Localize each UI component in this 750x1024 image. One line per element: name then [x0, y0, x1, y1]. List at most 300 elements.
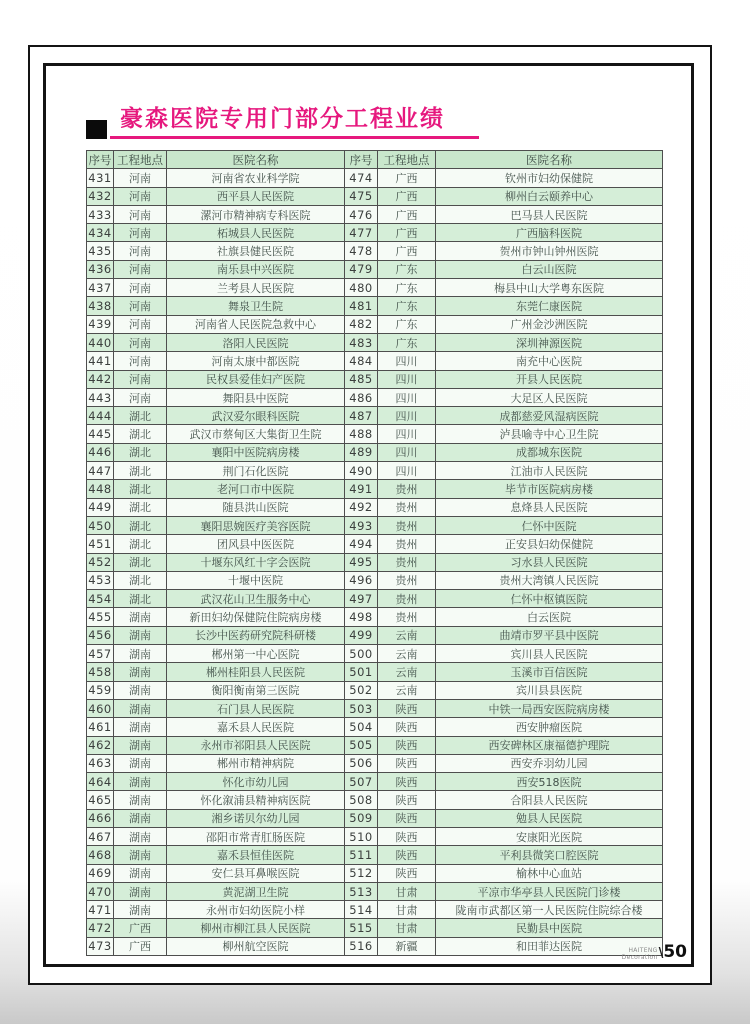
table-row [87, 590, 663, 608]
location-cell: 云南 [378, 626, 436, 644]
location-cell: 贵州 [378, 480, 436, 498]
seq-cell: 466 [87, 809, 114, 827]
table-row [87, 827, 663, 845]
hospital-cell: 贺州市钟山钟州医院 [436, 242, 663, 260]
location-cell: 陕西 [378, 864, 436, 882]
hospital-cell: 广州金沙洲医院 [436, 315, 663, 333]
hospital-cell: 安康阳光医院 [436, 827, 663, 845]
location-cell: 河南 [114, 315, 167, 333]
seq-cell: 474 [345, 169, 378, 187]
table-row [87, 718, 663, 736]
seq-cell: 436 [87, 260, 114, 278]
seq-cell: 434 [87, 224, 114, 242]
footer-slash: \ [658, 946, 664, 961]
location-cell: 广西 [378, 169, 436, 187]
seq-cell: 504 [345, 718, 378, 736]
brand-line2: Decoration [621, 953, 658, 961]
location-cell: 四川 [378, 388, 436, 406]
seq-cell: 462 [87, 736, 114, 754]
table-row [87, 242, 663, 260]
location-cell: 甘肃 [378, 901, 436, 919]
table-row [87, 352, 663, 370]
location-cell: 湖南 [114, 626, 167, 644]
location-cell: 云南 [378, 681, 436, 699]
location-cell: 湖南 [114, 645, 167, 663]
location-cell: 陕西 [378, 846, 436, 864]
hospital-cell: 郴州第一中心医院 [167, 645, 345, 663]
hospital-cell: 长沙中医药研究院科研楼 [167, 626, 345, 644]
seq-cell: 486 [345, 388, 378, 406]
location-cell: 湖南 [114, 809, 167, 827]
location-cell: 陕西 [378, 718, 436, 736]
seq-cell: 461 [87, 718, 114, 736]
table-row [87, 462, 663, 480]
location-cell: 河南 [114, 297, 167, 315]
hospital-cell: 邵阳市常青肛肠医院 [167, 827, 345, 845]
seq-cell: 443 [87, 388, 114, 406]
location-cell: 四川 [378, 352, 436, 370]
hospital-cell: 衡阳衡南第三医院 [167, 681, 345, 699]
location-cell: 湖北 [114, 498, 167, 516]
hospital-cell: 河南省人民医院急救中心 [167, 315, 345, 333]
table-row [87, 901, 663, 919]
location-cell: 甘肃 [378, 919, 436, 937]
seq-cell: 489 [345, 443, 378, 461]
table-row [87, 224, 663, 242]
hospital-cell: 钦州市妇幼保健院 [436, 169, 663, 187]
location-cell: 广东 [378, 297, 436, 315]
seq-cell: 513 [345, 882, 378, 900]
table-row [87, 571, 663, 589]
hospital-cell: 嘉禾县恒佳医院 [167, 846, 345, 864]
seq-cell: 455 [87, 608, 114, 626]
table-row [87, 937, 663, 955]
location-cell: 贵州 [378, 590, 436, 608]
hospital-cell: 息烽县人民医院 [436, 498, 663, 516]
hospital-cell: 玉溪市百信医院 [436, 663, 663, 681]
hospital-cell: 合阳县人民医院 [436, 791, 663, 809]
location-cell: 陕西 [378, 754, 436, 772]
hospital-cell: 团风县中医医院 [167, 535, 345, 553]
table-row [87, 699, 663, 717]
title-block [86, 100, 479, 139]
hospital-cell: 成都慈爱风湿病医院 [436, 407, 663, 425]
seq-cell: 490 [345, 462, 378, 480]
seq-cell: 488 [345, 425, 378, 443]
seq-cell: 456 [87, 626, 114, 644]
seq-cell: 472 [87, 919, 114, 937]
hospital-cell: 武汉市蔡甸区大集街卫生院 [167, 425, 345, 443]
table-row [87, 882, 663, 900]
table-row [87, 919, 663, 937]
location-cell: 河南 [114, 224, 167, 242]
table-row [87, 681, 663, 699]
hospital-cell: 柘城县人民医院 [167, 224, 345, 242]
location-cell: 贵州 [378, 516, 436, 534]
location-cell: 河南 [114, 333, 167, 351]
location-cell: 四川 [378, 462, 436, 480]
hospital-cell: 梅县中山大学粤东医院 [436, 279, 663, 297]
location-cell: 广东 [378, 279, 436, 297]
hospital-cell: 黄泥湖卫生院 [167, 882, 345, 900]
seq-cell: 492 [345, 498, 378, 516]
location-cell: 湖南 [114, 699, 167, 717]
brand-line1: HAITENG [628, 946, 658, 954]
table-header-row [87, 151, 663, 169]
hospital-cell: 河南省农业科学院 [167, 169, 345, 187]
seq-cell: 449 [87, 498, 114, 516]
location-cell: 湖北 [114, 443, 167, 461]
seq-cell: 447 [87, 462, 114, 480]
location-cell: 广西 [378, 187, 436, 205]
location-cell: 湖北 [114, 425, 167, 443]
seq-cell: 508 [345, 791, 378, 809]
table-row [87, 297, 663, 315]
hospital-cell: 南充中心医院 [436, 352, 663, 370]
hospital-cell: 郴州桂阳县人民医院 [167, 663, 345, 681]
location-cell: 湖南 [114, 901, 167, 919]
location-cell: 湖南 [114, 773, 167, 791]
location-cell: 湖北 [114, 590, 167, 608]
location-cell: 新疆 [378, 937, 436, 955]
location-cell: 湖北 [114, 553, 167, 571]
table-row [87, 754, 663, 772]
table-row [87, 663, 663, 681]
table-row [87, 809, 663, 827]
seq-cell: 477 [345, 224, 378, 242]
seq-cell: 450 [87, 516, 114, 534]
location-cell: 湖北 [114, 571, 167, 589]
location-cell: 贵州 [378, 571, 436, 589]
hospital-cell: 西安乔羽幼儿园 [436, 754, 663, 772]
location-cell: 四川 [378, 370, 436, 388]
hospital-cell: 十堰东风红十字会医院 [167, 553, 345, 571]
location-cell: 湖南 [114, 846, 167, 864]
hospital-cell: 陇南市武都区第一人民医院住院综合楼 [436, 901, 663, 919]
location-cell: 湖南 [114, 827, 167, 845]
hospital-cell: 平凉市华亭县人民医院门诊楼 [436, 882, 663, 900]
seq-cell: 479 [345, 260, 378, 278]
seq-cell: 494 [345, 535, 378, 553]
seq-cell: 516 [345, 937, 378, 955]
seq-cell: 467 [87, 827, 114, 845]
hospital-cell: 江油市人民医院 [436, 462, 663, 480]
location-cell: 广东 [378, 260, 436, 278]
table-row [87, 205, 663, 223]
seq-cell: 480 [345, 279, 378, 297]
hospital-cell: 社旗县健民医院 [167, 242, 345, 260]
location-cell: 湖北 [114, 480, 167, 498]
table-row [87, 736, 663, 754]
seq-cell: 496 [345, 571, 378, 589]
hospital-cell: 嘉禾县人民医院 [167, 718, 345, 736]
hospital-cell: 南乐县中兴医院 [167, 260, 345, 278]
hospital-cell: 怀化溆浦县精神病医院 [167, 791, 345, 809]
hospital-cell: 河南太康中都医院 [167, 352, 345, 370]
location-cell: 贵州 [378, 553, 436, 571]
hospital-cell: 柳州市柳江县人民医院 [167, 919, 345, 937]
seq-cell: 432 [87, 187, 114, 205]
hospital-cell: 洛阳人民医院 [167, 333, 345, 351]
location-cell: 广西 [378, 242, 436, 260]
table-row [87, 260, 663, 278]
location-cell: 云南 [378, 645, 436, 663]
seq-cell: 464 [87, 773, 114, 791]
seq-cell: 457 [87, 645, 114, 663]
table-row [87, 773, 663, 791]
location-cell: 四川 [378, 407, 436, 425]
seq-cell: 440 [87, 333, 114, 351]
seq-cell: 498 [345, 608, 378, 626]
location-cell: 广东 [378, 315, 436, 333]
hospital-cell: 宾川县县医院 [436, 681, 663, 699]
hospital-cell: 老河口市中医院 [167, 480, 345, 498]
hospital-cell: 西安碑林区康福德护理院 [436, 736, 663, 754]
hospital-cell: 西安518医院 [436, 773, 663, 791]
hospital-cell: 襄阳中医院病房楼 [167, 443, 345, 461]
hospital-cell: 武汉花山卫生服务中心 [167, 590, 345, 608]
seq-cell: 446 [87, 443, 114, 461]
table-row [87, 846, 663, 864]
location-cell: 湖南 [114, 736, 167, 754]
hospital-cell: 兰考县人民医院 [167, 279, 345, 297]
location-cell: 河南 [114, 242, 167, 260]
hospital-cell: 西安肿瘤医院 [436, 718, 663, 736]
location-cell: 湖南 [114, 608, 167, 626]
hospital-cell: 安仁县耳鼻喉医院 [167, 864, 345, 882]
seq-cell: 435 [87, 242, 114, 260]
location-cell: 河南 [114, 169, 167, 187]
outer-page-frame [28, 45, 712, 985]
seq-cell: 439 [87, 315, 114, 333]
header-hospital-right: 医院名称 [436, 151, 663, 169]
seq-cell: 469 [87, 864, 114, 882]
hospital-cell: 民勤县中医院 [436, 919, 663, 937]
page-number: 50 [663, 942, 687, 962]
seq-cell: 478 [345, 242, 378, 260]
location-cell: 湖南 [114, 791, 167, 809]
seq-cell: 442 [87, 370, 114, 388]
table-row [87, 279, 663, 297]
table-row [87, 388, 663, 406]
seq-cell: 506 [345, 754, 378, 772]
seq-cell: 441 [87, 352, 114, 370]
seq-cell: 454 [87, 590, 114, 608]
seq-cell: 437 [87, 279, 114, 297]
hospital-cell: 泸县喻寺中心卫生院 [436, 425, 663, 443]
seq-cell: 451 [87, 535, 114, 553]
hospital-cell: 怀化市幼儿园 [167, 773, 345, 791]
seq-cell: 501 [345, 663, 378, 681]
hospital-cell: 西平县人民医院 [167, 187, 345, 205]
hospital-cell: 漯河市精神病专科医院 [167, 205, 345, 223]
hospital-cell: 仁怀中医院 [436, 516, 663, 534]
seq-cell: 460 [87, 699, 114, 717]
table-row [87, 553, 663, 571]
table-row [87, 480, 663, 498]
header-location-right: 工程地点 [378, 151, 436, 169]
hospital-cell: 白云医院 [436, 608, 663, 626]
seq-cell: 512 [345, 864, 378, 882]
seq-cell: 452 [87, 553, 114, 571]
table-row [87, 315, 663, 333]
location-cell: 陕西 [378, 736, 436, 754]
table-row [87, 516, 663, 534]
hospital-cell: 民权县爱佳妇产医院 [167, 370, 345, 388]
hospital-cell: 中铁一局西安医院病房楼 [436, 699, 663, 717]
hospital-cell: 成都城东医院 [436, 443, 663, 461]
location-cell: 河南 [114, 205, 167, 223]
hospital-cell: 平利县微笑口腔医院 [436, 846, 663, 864]
brand-logo-text [622, 947, 658, 961]
location-cell: 广西 [114, 937, 167, 955]
seq-cell: 487 [345, 407, 378, 425]
table-row [87, 791, 663, 809]
location-cell: 广西 [378, 205, 436, 223]
projects-table [86, 150, 663, 956]
location-cell: 河南 [114, 370, 167, 388]
seq-cell: 444 [87, 407, 114, 425]
seq-cell: 431 [87, 169, 114, 187]
location-cell: 广东 [378, 333, 436, 351]
hospital-cell: 湘乡诺贝尔幼儿园 [167, 809, 345, 827]
table-row [87, 535, 663, 553]
hospital-cell: 和田菲达医院 [436, 937, 663, 955]
hospital-cell: 仁怀中枢镇医院 [436, 590, 663, 608]
location-cell: 湖南 [114, 754, 167, 772]
projects-table-body [87, 169, 663, 956]
location-cell: 湖北 [114, 407, 167, 425]
hospital-cell: 武汉爱尔眼科医院 [167, 407, 345, 425]
location-cell: 贵州 [378, 608, 436, 626]
seq-cell: 481 [345, 297, 378, 315]
table-row [87, 370, 663, 388]
location-cell: 贵州 [378, 498, 436, 516]
location-cell: 陕西 [378, 699, 436, 717]
hospital-cell: 郴州市精神病院 [167, 754, 345, 772]
seq-cell: 483 [345, 333, 378, 351]
table-row [87, 187, 663, 205]
hospital-cell: 巴马县人民医院 [436, 205, 663, 223]
seq-cell: 503 [345, 699, 378, 717]
location-cell: 河南 [114, 279, 167, 297]
header-seq-left: 序号 [87, 151, 114, 169]
hospital-cell: 东莞仁康医院 [436, 297, 663, 315]
hospital-cell: 广西脑科医院 [436, 224, 663, 242]
table-row [87, 333, 663, 351]
location-cell: 湖北 [114, 535, 167, 553]
hospital-cell: 深圳神源医院 [436, 333, 663, 351]
location-cell: 广西 [378, 224, 436, 242]
location-cell: 陕西 [378, 791, 436, 809]
location-cell: 湖南 [114, 681, 167, 699]
seq-cell: 473 [87, 937, 114, 955]
seq-cell: 463 [87, 754, 114, 772]
hospital-cell: 新田妇幼保健院住院病房楼 [167, 608, 345, 626]
seq-cell: 448 [87, 480, 114, 498]
seq-cell: 515 [345, 919, 378, 937]
location-cell: 河南 [114, 388, 167, 406]
location-cell: 广西 [114, 919, 167, 937]
seq-cell: 507 [345, 773, 378, 791]
seq-cell: 491 [345, 480, 378, 498]
footer-page-mark [622, 944, 687, 961]
hospital-cell: 柳州白云颐养中心 [436, 187, 663, 205]
location-cell: 湖北 [114, 462, 167, 480]
seq-cell: 511 [345, 846, 378, 864]
location-cell: 四川 [378, 425, 436, 443]
title-bullet-square [86, 120, 107, 139]
seq-cell: 499 [345, 626, 378, 644]
location-cell: 湖南 [114, 882, 167, 900]
page-title: 豪森医院专用门部分工程业绩 [120, 106, 445, 132]
hospital-cell: 开县人民医院 [436, 370, 663, 388]
hospital-cell: 大足区人民医院 [436, 388, 663, 406]
table-row [87, 645, 663, 663]
location-cell: 甘肃 [378, 882, 436, 900]
location-cell: 云南 [378, 663, 436, 681]
seq-cell: 510 [345, 827, 378, 845]
seq-cell: 495 [345, 553, 378, 571]
seq-cell: 445 [87, 425, 114, 443]
hospital-cell: 随县洪山医院 [167, 498, 345, 516]
location-cell: 陕西 [378, 773, 436, 791]
table-row [87, 407, 663, 425]
hospital-cell: 荆门石化医院 [167, 462, 345, 480]
hospital-cell: 柳州航空医院 [167, 937, 345, 955]
seq-cell: 493 [345, 516, 378, 534]
title-underline [110, 100, 479, 139]
seq-cell: 485 [345, 370, 378, 388]
seq-cell: 459 [87, 681, 114, 699]
location-cell: 陕西 [378, 827, 436, 845]
seq-cell: 500 [345, 645, 378, 663]
location-cell: 湖南 [114, 718, 167, 736]
table-row [87, 425, 663, 443]
hospital-cell: 曲靖市罗平县中医院 [436, 626, 663, 644]
seq-cell: 453 [87, 571, 114, 589]
hospital-cell: 永州市祁阳县人民医院 [167, 736, 345, 754]
seq-cell: 484 [345, 352, 378, 370]
hospital-cell: 襄阳思婉医疗美容医院 [167, 516, 345, 534]
hospital-cell: 习水县人民医院 [436, 553, 663, 571]
hospital-cell: 舞阳县中医院 [167, 388, 345, 406]
hospital-cell: 白云山医院 [436, 260, 663, 278]
hospital-cell: 石门县人民医院 [167, 699, 345, 717]
seq-cell: 470 [87, 882, 114, 900]
location-cell: 河南 [114, 260, 167, 278]
table-row [87, 498, 663, 516]
hospital-cell: 正安县妇幼保健院 [436, 535, 663, 553]
seq-cell: 502 [345, 681, 378, 699]
seq-cell: 476 [345, 205, 378, 223]
header-seq-right: 序号 [345, 151, 378, 169]
location-cell: 湖北 [114, 516, 167, 534]
table-row [87, 626, 663, 644]
seq-cell: 475 [345, 187, 378, 205]
seq-cell: 497 [345, 590, 378, 608]
table-row [87, 864, 663, 882]
hospital-cell: 榆林中心血站 [436, 864, 663, 882]
seq-cell: 471 [87, 901, 114, 919]
hospital-cell: 舞泉卫生院 [167, 297, 345, 315]
header-hospital-left: 医院名称 [167, 151, 345, 169]
location-cell: 湖南 [114, 864, 167, 882]
hospital-cell: 勉县人民医院 [436, 809, 663, 827]
hospital-cell: 十堰中医院 [167, 571, 345, 589]
hospital-cell: 毕节市医院病房楼 [436, 480, 663, 498]
location-cell: 河南 [114, 352, 167, 370]
